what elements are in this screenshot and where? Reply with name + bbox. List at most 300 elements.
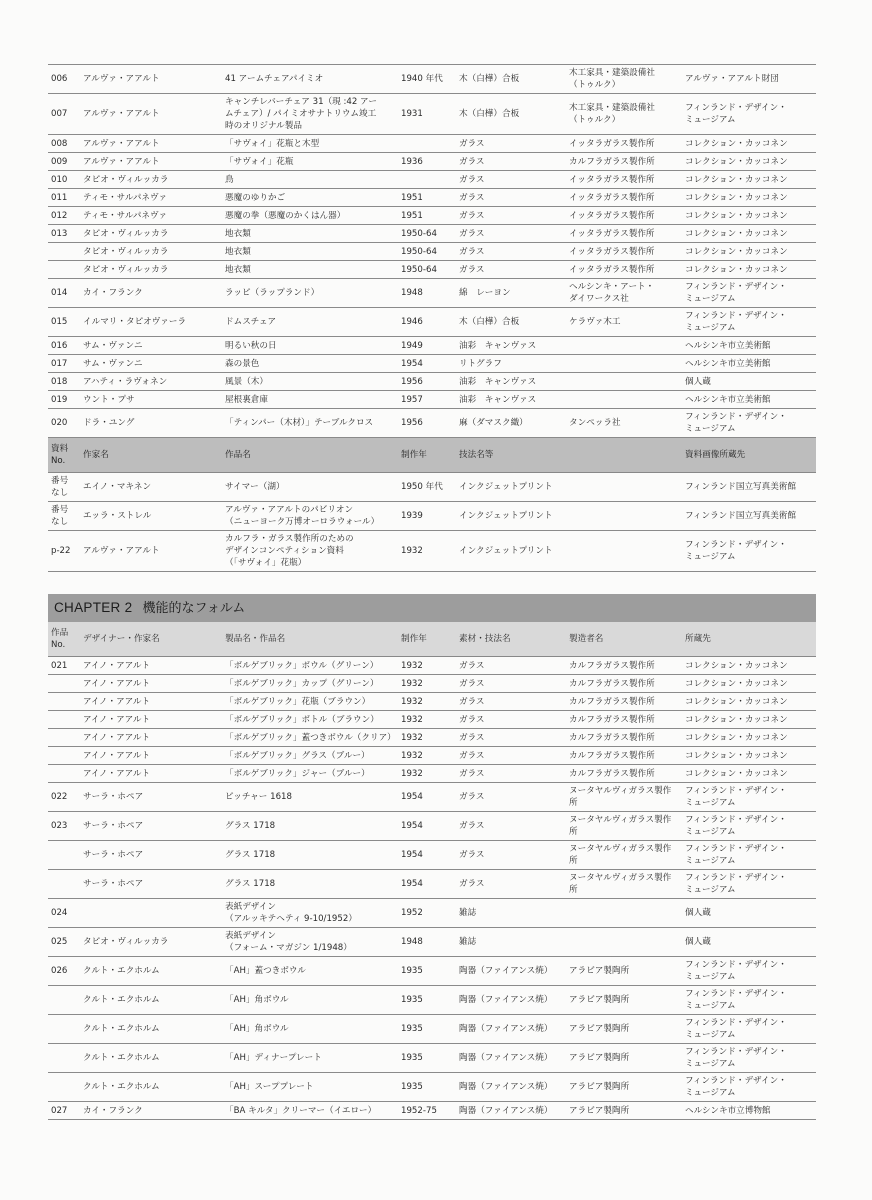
cell-owner: 個人蔵 [682,373,816,391]
cell-no [48,729,80,747]
chapter2-heading [48,594,816,622]
table-row [48,373,816,391]
chapter-title: 機能的なフォルム [142,601,246,616]
cell-title: 「AH」角ボウル [222,986,398,1015]
header-blank [566,438,682,473]
table-row [48,1102,816,1120]
cell-year: 1950-64 [398,261,456,279]
cell-material: 油彩 キャンヴァス [456,337,566,355]
table-row [48,135,816,153]
cell-maker [566,373,682,391]
cell-maker: カルフラガラス製作所 [566,693,682,711]
table-row [48,391,816,409]
cell-year [398,171,456,189]
cell-owner: ヘルシンキ市立美術館 [682,337,816,355]
cell-year: 1950-64 [398,225,456,243]
cell-maker: アラビア製陶所 [566,957,682,986]
cell-title: 鳥 [222,171,398,189]
cell-maker: 木工家具・建築設備社 （トゥルク） [566,65,682,94]
cell-artist: アルヴァ・アアルト [80,153,222,171]
cell-no [48,986,80,1015]
cell-artist: カイ・フランク [80,1102,222,1120]
cell-no [48,261,80,279]
cell-artist: エイノ・マキネン [80,473,222,502]
cell-maker: イッタラガラス製作所 [566,243,682,261]
cell-material: ガラス [456,135,566,153]
cell-title: グラス 1718 [222,812,398,841]
cell-maker: ヘルシンキ・アート・ ダイワークス社 [566,279,682,308]
cell-no [48,1015,80,1044]
cell-year: 1956 [398,409,456,438]
cell-material: 陶器（ファイアンス焼） [456,957,566,986]
cell-material: ガラス [456,243,566,261]
cell-maker: カルフラガラス製作所 [566,675,682,693]
cell-no: p-22 [48,531,80,572]
cell-owner: コレクション・カッコネン [682,243,816,261]
cell-year: 1954 [398,812,456,841]
cell-year: 1954 [398,841,456,870]
cell-title: 地衣類 [222,225,398,243]
cell-maker: カルフラガラス製作所 [566,153,682,171]
cell-material: ガラス [456,783,566,812]
cell-artist: イルマリ・タピオヴァーラ [80,308,222,337]
cell-owner: ヘルシンキ市立博物館 [682,1102,816,1120]
cell-year: 1950-64 [398,243,456,261]
table-row [48,1073,816,1102]
table-row [48,261,816,279]
cell-material: インクジェットプリント [456,473,566,502]
cell-no: 006 [48,65,80,94]
cell-owner: フィンランド国立写真美術館 [682,502,816,531]
cell-artist: アイノ・アアルト [80,693,222,711]
cell-year: 1939 [398,502,456,531]
cell-year: 1954 [398,870,456,899]
cell-title: アルヴァ・アアルトのパビリオン （ニューヨーク万博オーロラウォール） [222,502,398,531]
cell-no: 026 [48,957,80,986]
cell-material: ガラス [456,729,566,747]
cell-artist: アイノ・アアルト [80,747,222,765]
cell-no: 019 [48,391,80,409]
cell-artist [80,899,222,928]
cell-maker: ケラヴァ木工 [566,308,682,337]
cell-title: 「ティンパー（木材）」テーブルクロス [222,409,398,438]
cell-year: 1954 [398,355,456,373]
cell-artist: タピオ・ヴィルッカラ [80,171,222,189]
cell-title: グラス 1718 [222,841,398,870]
cell-year: 1932 [398,747,456,765]
cell-title: グラス 1718 [222,870,398,899]
cell-title: 「ボルゲブリック」ボウル（グリーン） [222,657,398,675]
cell-year: 1950 年代 [398,473,456,502]
cell-title: 森の景色 [222,355,398,373]
cell-no: 018 [48,373,80,391]
cell-owner: フィンランド・デザイン・ ミュージアム [682,1015,816,1044]
cell-material: 雑誌 [456,899,566,928]
cell-maker: アラビア製陶所 [566,1073,682,1102]
cell-maker [566,391,682,409]
cell-owner: フィンランド・デザイン・ ミュージアム [682,94,816,135]
cell-material: 陶器（ファイアンス焼） [456,1015,566,1044]
cell-material: インクジェットプリント [456,531,566,572]
cell-artist: アルヴァ・アアルト [80,65,222,94]
header-year: 制作年 [398,622,456,657]
cell-maker: カルフラガラス製作所 [566,747,682,765]
cell-artist: タピオ・ヴィルッカラ [80,928,222,957]
cell-artist: ティモ・サルパネヴァ [80,207,222,225]
cell-maker: ヌータヤルヴィガラス製作所 [566,783,682,812]
cell-title: 表紙デザイン （アルッキテヘティ 9-10/1952） [222,899,398,928]
cell-material: ガラス [456,207,566,225]
table-row [48,899,816,928]
header-owner: 資料画像所蔵先 [682,438,816,473]
cell-material: ガラス [456,693,566,711]
cell-owner: フィンランド・デザイン・ ミュージアム [682,957,816,986]
cell-title: 地衣類 [222,261,398,279]
cell-year: 1948 [398,279,456,308]
cell-owner: フィンランド・デザイン・ ミュージアム [682,870,816,899]
table-row [48,812,816,841]
table-row [48,841,816,870]
cell-no [48,243,80,261]
cell-year: 1952 [398,899,456,928]
cell-owner: アルヴァ・アアルト財団 [682,65,816,94]
header-title: 作品名 [222,438,398,473]
chapter1-table [48,64,816,572]
cell-material: 陶器（ファイアンス焼） [456,1073,566,1102]
cell-year: 1946 [398,308,456,337]
cell-no: 015 [48,308,80,337]
cell-owner: ヘルシンキ市立美術館 [682,355,816,373]
cell-no [48,693,80,711]
cell-material: ガラス [456,765,566,783]
cell-material: ガラス [456,841,566,870]
cell-title: 地衣類 [222,243,398,261]
header-no: 資料 No. [48,438,80,473]
cell-year: 1952-75 [398,1102,456,1120]
cell-owner: フィンランド国立写真美術館 [682,473,816,502]
cell-title: サイマー（湖） [222,473,398,502]
cell-artist: アルヴァ・アアルト [80,135,222,153]
cell-maker [566,531,682,572]
table-row [48,928,816,957]
cell-artist: サム・ヴァンニ [80,337,222,355]
cell-year: 1951 [398,189,456,207]
cell-owner: コレクション・カッコネン [682,711,816,729]
table-row [48,337,816,355]
cell-owner: コレクション・カッコネン [682,207,816,225]
cell-material: ガラス [456,870,566,899]
cell-material: リトグラフ [456,355,566,373]
cell-no: 013 [48,225,80,243]
cell-material: 木（白樺）合板 [456,94,566,135]
cell-material: インクジェットプリント [456,502,566,531]
cell-material: ガラス [456,711,566,729]
header-material: 素材・技法名 [456,622,566,657]
cell-year: 1936 [398,153,456,171]
cell-maker: ヌータヤルヴィガラス製作所 [566,870,682,899]
cell-no: 021 [48,657,80,675]
cell-maker [566,899,682,928]
cell-title: ピッチャー 1618 [222,783,398,812]
cell-artist: タピオ・ヴィルッカラ [80,225,222,243]
cell-material: 油彩 キャンヴァス [456,373,566,391]
cell-maker: ヌータヤルヴィガラス製作所 [566,812,682,841]
cell-owner: コレクション・カッコネン [682,765,816,783]
cell-artist: エッラ・ストレル [80,502,222,531]
cell-no: 番号 なし [48,473,80,502]
cell-artist: アイノ・アアルト [80,657,222,675]
reference-header-row [48,438,816,473]
cell-artist: クルト・エクホルム [80,1044,222,1073]
cell-artist: サーラ・ホペア [80,870,222,899]
cell-year: 1935 [398,1044,456,1073]
cell-year: 1932 [398,765,456,783]
cell-material: ガラス [456,747,566,765]
header-title: 製品名・作品名 [222,622,398,657]
table-row [48,675,816,693]
cell-artist: アハティ・ラヴォネン [80,373,222,391]
cell-no [48,675,80,693]
cell-title: キャンチレバーチェア 31（現 :42 アー ムチェア）/ パイミオサナトリウム竣工 時のオリジナル製品 [222,94,398,135]
cell-owner: 個人蔵 [682,899,816,928]
cell-artist: アイノ・アアルト [80,729,222,747]
cell-owner: コレクション・カッコネン [682,261,816,279]
cell-maker: カルフラガラス製作所 [566,657,682,675]
cell-material: 木（白樺）合板 [456,65,566,94]
cell-maker: イッタラガラス製作所 [566,135,682,153]
cell-material: ガラス [456,675,566,693]
cell-maker: 木工家具・建築設備社 （トゥルク） [566,94,682,135]
cell-owner: 個人蔵 [682,928,816,957]
cell-maker: カルフラガラス製作所 [566,729,682,747]
exhibit-list [48,64,816,1120]
cell-no [48,1044,80,1073]
header-artist: 作家名 [80,438,222,473]
cell-no: 025 [48,928,80,957]
cell-owner: コレクション・カッコネン [682,675,816,693]
cell-artist: アイノ・アアルト [80,765,222,783]
table-row [48,502,816,531]
cell-no: 023 [48,812,80,841]
header-material: 技法名等 [456,438,566,473]
table-row [48,711,816,729]
cell-no: 010 [48,171,80,189]
table-row [48,473,816,502]
cell-no: 番号 なし [48,502,80,531]
chapter-number: CHAPTER 2 [54,600,133,615]
cell-material: ガラス [456,812,566,841]
cell-no: 009 [48,153,80,171]
cell-year: 1935 [398,1073,456,1102]
cell-material: 陶器（ファイアンス焼） [456,986,566,1015]
cell-year: 1957 [398,391,456,409]
cell-maker: イッタラガラス製作所 [566,189,682,207]
cell-title: 表紙デザイン （フォーム・マガジン 1/1948） [222,928,398,957]
cell-owner: コレクション・カッコネン [682,693,816,711]
cell-artist: ウント・プサ [80,391,222,409]
cell-maker: アラビア製陶所 [566,1015,682,1044]
header-no: 作品 No. [48,622,80,657]
table-row [48,171,816,189]
table-row [48,279,816,308]
cell-artist: アイノ・アアルト [80,711,222,729]
cell-maker: イッタラガラス製作所 [566,171,682,189]
table-row [48,729,816,747]
cell-title: ドムスチェア [222,308,398,337]
cell-no: 022 [48,783,80,812]
cell-maker: タンペッラ社 [566,409,682,438]
cell-title: 明るい秋の日 [222,337,398,355]
cell-year: 1935 [398,1015,456,1044]
cell-artist: クルト・エクホルム [80,1073,222,1102]
cell-material: ガラス [456,153,566,171]
cell-owner: フィンランド・デザイン・ ミュージアム [682,1044,816,1073]
cell-artist: サーラ・ホペア [80,812,222,841]
cell-title: 「AH」角ボウル [222,1015,398,1044]
table-row [48,355,816,373]
table-row [48,531,816,572]
cell-no [48,841,80,870]
table-row [48,1044,816,1073]
cell-no [48,747,80,765]
cell-owner: コレクション・カッコネン [682,747,816,765]
cell-artist: クルト・エクホルム [80,986,222,1015]
cell-owner: フィンランド・デザイン・ ミュージアム [682,531,816,572]
cell-material: 綿 レーヨン [456,279,566,308]
cell-artist: カイ・フランク [80,279,222,308]
cell-maker: アラビア製陶所 [566,986,682,1015]
cell-maker: ヌータヤルヴィガラス製作所 [566,841,682,870]
cell-year: 1935 [398,986,456,1015]
cell-maker: イッタラガラス製作所 [566,207,682,225]
cell-no [48,1073,80,1102]
cell-owner: フィンランド・デザイン・ ミュージアム [682,308,816,337]
cell-material: 雑誌 [456,928,566,957]
cell-year: 1949 [398,337,456,355]
cell-material: ガラス [456,225,566,243]
table-row [48,243,816,261]
cell-title: 「ボルゲブリック」ボトル（ブラウン） [222,711,398,729]
cell-material: 麻（ダマスク織） [456,409,566,438]
cell-artist: タピオ・ヴィルッカラ [80,261,222,279]
cell-no: 007 [48,94,80,135]
cell-title: カルフラ・ガラス製作所のための デザインコンペティション資料 （「サヴォイ」花瓶） [222,531,398,572]
cell-maker: カルフラガラス製作所 [566,765,682,783]
cell-owner: コレクション・カッコネン [682,153,816,171]
cell-year [398,135,456,153]
header-artist: デザイナー・作家名 [80,622,222,657]
cell-maker [566,928,682,957]
cell-owner: フィンランド・デザイン・ ミュージアム [682,841,816,870]
cell-maker: アラビア製陶所 [566,1044,682,1073]
cell-year: 1932 [398,531,456,572]
cell-material: 油彩 キャンヴァス [456,391,566,409]
table-row [48,225,816,243]
cell-no [48,765,80,783]
cell-owner: コレクション・カッコネン [682,657,816,675]
cell-maker [566,337,682,355]
table-row [48,308,816,337]
cell-material: ガラス [456,261,566,279]
cell-owner: コレクション・カッコネン [682,189,816,207]
cell-artist: サム・ヴァンニ [80,355,222,373]
cell-title: 「サヴォイ」花瓶 [222,153,398,171]
cell-title: 屋根裏倉庫 [222,391,398,409]
cell-maker [566,355,682,373]
cell-year: 1948 [398,928,456,957]
cell-no: 017 [48,355,80,373]
cell-material: 木（白樺）合板 [456,308,566,337]
table-row [48,870,816,899]
cell-year: 1932 [398,657,456,675]
cell-title: 悪魔の拳（悪魔のかくはん器） [222,207,398,225]
table-row [48,409,816,438]
cell-year: 1931 [398,94,456,135]
cell-maker: イッタラガラス製作所 [566,225,682,243]
cell-no: 020 [48,409,80,438]
cell-no: 011 [48,189,80,207]
chapter2-header-row [48,622,816,657]
cell-owner: コレクション・カッコネン [682,135,816,153]
cell-no: 008 [48,135,80,153]
cell-title: 「ボルゲブリック」ジャー（ブルー） [222,765,398,783]
cell-year: 1956 [398,373,456,391]
cell-title: 41 アームチェアパイミオ [222,65,398,94]
cell-no: 012 [48,207,80,225]
cell-owner: フィンランド・デザイン・ ミュージアム [682,812,816,841]
cell-artist: クルト・エクホルム [80,1015,222,1044]
cell-artist: アルヴァ・アアルト [80,531,222,572]
table-row [48,65,816,94]
table-row [48,957,816,986]
cell-year: 1954 [398,783,456,812]
cell-artist: アルヴァ・アアルト [80,94,222,135]
cell-title: 「ボルゲブリック」グラス（ブルー） [222,747,398,765]
table-row [48,693,816,711]
cell-owner: フィンランド・デザイン・ ミュージアム [682,409,816,438]
cell-year: 1932 [398,693,456,711]
cell-no: 027 [48,1102,80,1120]
cell-title: 「ボルゲブリック」カップ（グリーン） [222,675,398,693]
cell-no [48,711,80,729]
cell-year: 1932 [398,675,456,693]
cell-artist: ティモ・サルパネヴァ [80,189,222,207]
cell-title: 「AH」スーププレート [222,1073,398,1102]
cell-material: ガラス [456,171,566,189]
cell-artist: サーラ・ホペア [80,783,222,812]
cell-owner: フィンランド・デザイン・ ミュージアム [682,1073,816,1102]
cell-maker [566,502,682,531]
table-row [48,207,816,225]
table-row [48,657,816,675]
cell-title: 「サヴォイ」花瓶と木型 [222,135,398,153]
cell-maker: アラビア製陶所 [566,1102,682,1120]
cell-no [48,870,80,899]
cell-artist: クルト・エクホルム [80,957,222,986]
cell-title: 「AH」蓋つきボウル [222,957,398,986]
cell-material: 陶器（ファイアンス焼） [456,1102,566,1120]
header-year: 制作年 [398,438,456,473]
cell-material: ガラス [456,657,566,675]
cell-title: 悪魔のゆりかご [222,189,398,207]
cell-owner: コレクション・カッコネン [682,729,816,747]
cell-artist: ドラ・ユング [80,409,222,438]
table-row [48,153,816,171]
cell-material: ガラス [456,189,566,207]
cell-owner: コレクション・カッコネン [682,171,816,189]
table-row [48,986,816,1015]
cell-no: 016 [48,337,80,355]
